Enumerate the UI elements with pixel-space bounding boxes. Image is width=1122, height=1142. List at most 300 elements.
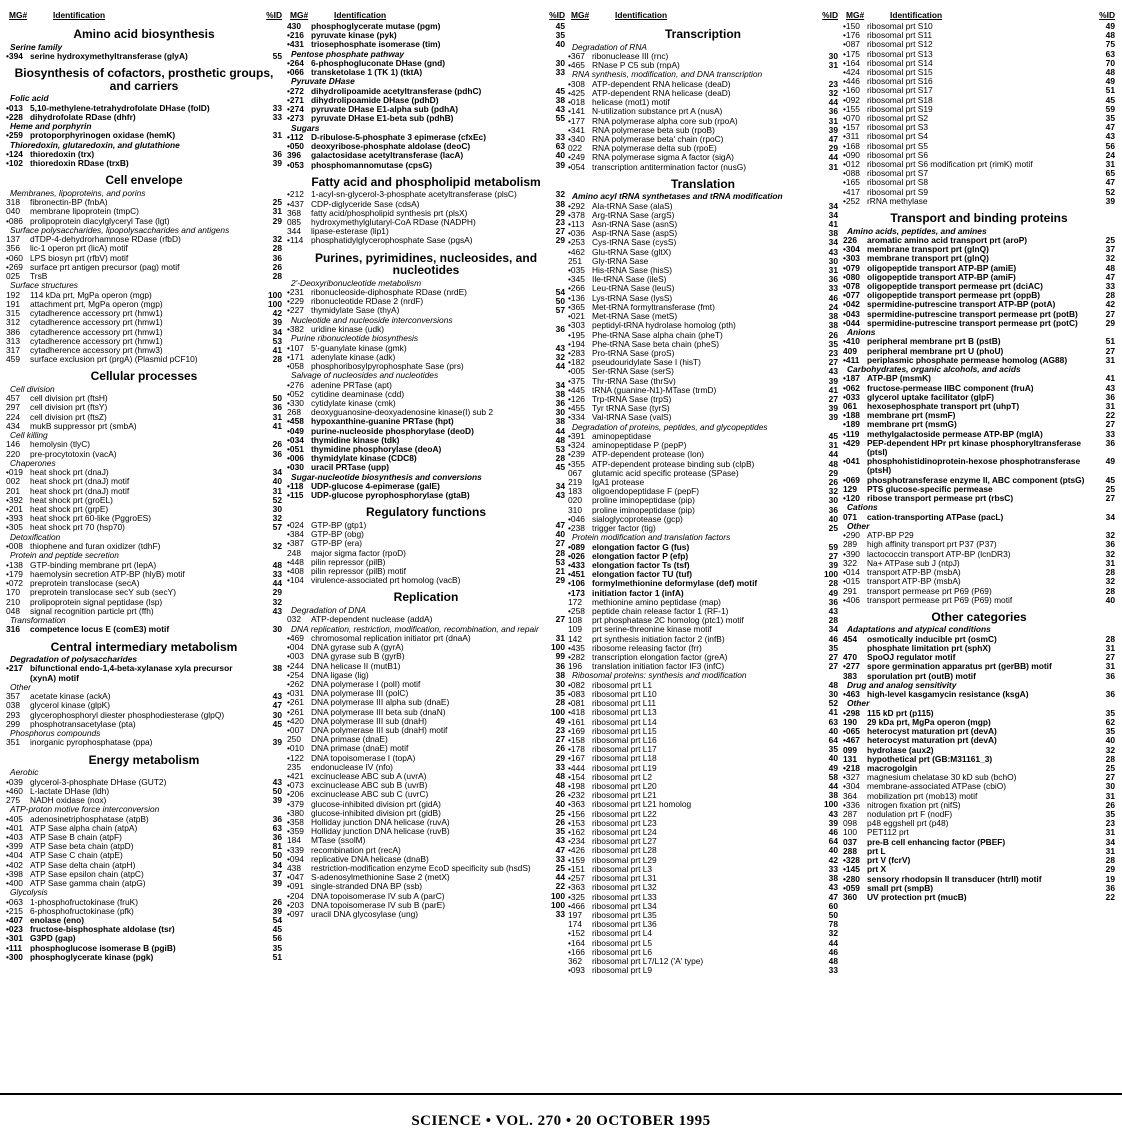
mg-number: •161 xyxy=(568,716,585,727)
gene-identification: Na+ ATPase sub J (ntpJ) xyxy=(867,557,960,568)
mg-number: 032 xyxy=(287,614,301,625)
mg-number: •079 xyxy=(843,262,860,273)
gene-identification: RNase P C5 sub (rnpA) xyxy=(592,60,680,71)
percent-identity: 56 xyxy=(1105,140,1115,151)
gene-identification: oligopeptide transport ATP-BP (amiF) xyxy=(867,271,1016,282)
gene-identification: ribosomal prt S12 xyxy=(867,39,933,50)
gene-identification: ribosomal prt L35 xyxy=(592,909,657,920)
percent-identity: 28 xyxy=(272,243,282,254)
gene-identification: sialoglycoprotease (gcp) xyxy=(592,513,683,524)
mg-number: •097 xyxy=(287,909,304,919)
percent-identity: 39 xyxy=(555,159,565,170)
percent-identity: 45 xyxy=(555,21,565,31)
gene-identification: phosphoglucose isomerase B (pgiB) xyxy=(30,942,176,953)
percent-identity: 29 xyxy=(555,752,565,763)
percent-identity: 25 xyxy=(555,807,565,818)
gene-identification: transcription elongation factor (greA) xyxy=(592,652,728,663)
percent-identity: 25 xyxy=(1105,763,1115,774)
mg-number: •387 xyxy=(287,538,304,549)
mg-number: •300 xyxy=(6,951,23,962)
mg-number: 131 xyxy=(843,753,857,764)
gene-identification: ribosomal prt L15 xyxy=(592,725,657,736)
gene-identification: RNA polymerase delta sub (rpoE) xyxy=(592,143,717,154)
mg-number: •355 xyxy=(568,458,585,469)
subsection-heading: Ribosomal proteins: synthesis and modification xyxy=(572,670,747,681)
mg-number: •367 xyxy=(568,50,585,61)
percent-identity: 53 xyxy=(555,556,565,567)
gene-identification: hexosephosphate transport prt (uhpT) xyxy=(867,401,1020,412)
percent-identity: 46 xyxy=(828,292,838,303)
gene-identification: IgA1 protease xyxy=(592,476,645,487)
percent-identity: 55 xyxy=(555,113,565,124)
mg-number: •431 xyxy=(287,39,304,50)
gene-identification: DNA polymerase III sub (dnaH) xyxy=(311,715,427,726)
gene-identification: thymidine kinase (tdk) xyxy=(311,434,400,445)
percent-identity: 44 xyxy=(828,781,838,792)
gene-identification: heterocyst maturation prt (devA) xyxy=(867,726,997,737)
percent-identity: 35 xyxy=(1105,113,1115,124)
mg-number: 100 xyxy=(843,827,857,838)
gene-identification: spermidine-putrescine transport permease prt (potB) xyxy=(867,308,1078,319)
gene-identification: enolase (eno) xyxy=(30,915,84,926)
mg-number: •049 xyxy=(287,425,304,436)
mg-number: •359 xyxy=(287,826,304,837)
gene-identification: SpoOJ regulator motif xyxy=(867,652,956,663)
gene-identification: sensory rhodopsin II transducer (htrII) motif xyxy=(867,873,1042,884)
percent-identity: 59 xyxy=(1105,103,1115,114)
gene-identification: ATP Sase C chain (atpE) xyxy=(30,850,123,861)
percent-identity: 32 xyxy=(272,513,282,524)
mg-number: 037 xyxy=(843,836,857,847)
section-heading: Regulatory functions xyxy=(365,505,486,520)
gene-identification: spermidine-putrescine transport permease prt (potC) xyxy=(867,317,1078,328)
percent-identity: 48 xyxy=(1105,262,1115,273)
gene-identification: 6-phosphogluconate DHase (gnd) xyxy=(311,58,445,69)
mg-number: •138 xyxy=(6,559,23,570)
gene-identification: elongation factor TU (tuf) xyxy=(592,569,693,580)
gene-identification: PET112 prt xyxy=(867,827,909,838)
percent-identity: 45 xyxy=(828,430,838,441)
mg-number: •089 xyxy=(568,541,585,552)
subsection-heading: Surface polysaccharides, lipopolysaccharides and antigens xyxy=(10,224,230,235)
mg-number: 061 xyxy=(843,401,857,412)
percent-identity: 33 xyxy=(555,761,565,772)
mg-number: •234 xyxy=(568,836,585,847)
mg-number: 197 xyxy=(568,909,582,920)
percent-identity: 50 xyxy=(272,850,282,861)
gene-identification: phosphohistidinoprotein-hexose phosphotransferase (ptsH) xyxy=(867,456,1081,476)
mg-number: •114 xyxy=(287,235,304,246)
gene-identification: cell division prt (ftsH) xyxy=(30,393,108,404)
gene-identification: ribosomal prt L7/L12 ('A' type) xyxy=(592,955,704,966)
gene-identification: ribosomal prt S4 xyxy=(867,131,928,142)
gene-identification: recombination prt (recA) xyxy=(311,844,401,855)
mg-number: •166 xyxy=(568,946,585,957)
percent-identity: 100 xyxy=(551,642,565,653)
subsection-heading: Pyruvate DHase xyxy=(291,76,355,87)
gene-identification: dihydrofolate RDase (dhfr) xyxy=(30,111,136,122)
gene-identification: restriction-modification enzyme EcoD specificity sub (hsdS) xyxy=(311,862,531,873)
percent-identity: 55 xyxy=(272,50,282,61)
percent-identity: 48 xyxy=(1105,30,1115,41)
gene-identification: ATP-dependent protease (lon) xyxy=(592,449,705,460)
percent-identity: 31 xyxy=(828,60,838,71)
percent-identity: 27 xyxy=(828,661,838,672)
gene-identification: L-lactate DHase (ldh) xyxy=(30,785,110,796)
mg-number: •266 xyxy=(568,283,585,294)
gene-identification: cytadherence accessory prt (hmw1) xyxy=(30,326,163,337)
header-mg: MG# xyxy=(846,10,865,20)
gene-identification: uracil PRTase (upp) xyxy=(311,462,390,473)
subsection-heading: Anions xyxy=(847,327,876,337)
mg-number: •379 xyxy=(287,798,304,809)
gene-identification: methionine amino peptidase (map) xyxy=(592,596,721,607)
mg-number: •272 xyxy=(287,85,304,96)
table-row xyxy=(287,576,565,585)
percent-identity: 35 xyxy=(555,688,565,699)
percent-identity: 19 xyxy=(1105,873,1115,884)
mg-number: 430 xyxy=(287,21,301,31)
mg-number: •303 xyxy=(843,253,860,264)
mg-number: •290 xyxy=(843,530,860,541)
percent-identity: 25 xyxy=(272,197,282,208)
percent-identity: 24 xyxy=(828,301,838,312)
mg-number: •104 xyxy=(287,575,304,586)
gene-identification: elongation factor Ts (tsf) xyxy=(592,559,690,570)
percent-identity: 50 xyxy=(555,296,565,307)
mg-number: •325 xyxy=(568,891,585,902)
percent-identity: 36 xyxy=(1105,882,1115,893)
gene-identification: Ile-tRNA Sase (ileS) xyxy=(592,274,667,285)
gene-identification: ribosomal prt L4 xyxy=(592,928,653,939)
percent-identity: 21 xyxy=(555,565,565,576)
mg-number: •173 xyxy=(568,587,585,598)
subsection-heading: RNA synthesis, modification, and DNA transcription xyxy=(572,69,763,80)
percent-identity: 43 xyxy=(555,104,565,115)
gene-identification: 1-acyl-sn-glycerol-3-phosphate acetyltransferase (plsC) xyxy=(311,189,517,200)
percent-identity: 31 xyxy=(1105,354,1115,365)
gene-identification: cytidylate kinase (cmk) xyxy=(311,398,396,409)
subsection-heading: Carbohydrates, organic alcohols, and acids xyxy=(847,364,1021,375)
percent-identity: 33 xyxy=(272,102,282,113)
mg-number: •145 xyxy=(843,864,860,875)
mg-number: •273 xyxy=(287,113,304,124)
gene-identification: ribosomal prt S2 xyxy=(867,113,928,124)
percent-identity: 44 xyxy=(828,937,838,948)
table-column-1 xyxy=(6,10,282,962)
percent-identity: 37 xyxy=(272,868,282,879)
mg-number: •118 xyxy=(287,481,304,492)
mg-number: •058 xyxy=(287,361,304,372)
percent-identity: 46 xyxy=(828,827,838,838)
percent-identity: 31 xyxy=(1105,401,1115,412)
gene-identification: NADH oxidase (nox) xyxy=(30,794,107,805)
percent-identity: 26 xyxy=(272,261,282,272)
mg-number: 351 xyxy=(6,737,20,748)
mg-number: •153 xyxy=(568,817,585,828)
gene-identification: ribosomal prt L21 xyxy=(592,790,657,801)
mg-number: •341 xyxy=(568,124,585,135)
subsection-heading: Surface structures xyxy=(10,280,78,291)
gene-identification: Holliday junction DNA helicase (ruvB) xyxy=(311,826,450,837)
gene-identification: haemolysin secretion ATP-BP (hlyB) motif xyxy=(30,568,185,579)
gene-identification: preprotein translocase (secA) xyxy=(30,578,140,589)
mg-number: •182 xyxy=(568,357,585,368)
percent-identity: 30 xyxy=(828,689,838,700)
gene-identification: glucose-inhibited division prt (gidB) xyxy=(311,807,441,818)
gene-identification: ribosomal prt L17 xyxy=(592,744,657,755)
percent-identity: 50 xyxy=(272,393,282,404)
percent-identity: 39 xyxy=(828,559,838,570)
mg-number: •212 xyxy=(287,189,304,200)
percent-identity: 62 xyxy=(1105,717,1115,728)
mg-number: •215 xyxy=(6,905,23,916)
percent-identity: 31 xyxy=(1105,557,1115,568)
gene-identification: signal recognition particle prt (ffh) xyxy=(30,605,154,616)
gene-identification: oligopeptide transport ATP-BP (amiE) xyxy=(867,262,1017,273)
mg-number: •112 xyxy=(287,132,304,143)
gene-identification: high-level kasgamycin resistance (ksgA) xyxy=(867,689,1029,700)
mg-number: 235 xyxy=(287,761,301,772)
percent-identity: 23 xyxy=(555,724,565,735)
table-column-4 xyxy=(843,10,1115,902)
percent-identity: 35 xyxy=(828,338,838,349)
percent-identity: 32 xyxy=(1105,530,1115,541)
percent-identity: 30 xyxy=(828,495,838,506)
gene-identification: PTS glucose-specific permease xyxy=(867,483,993,494)
percent-identity: 48 xyxy=(828,679,838,690)
percent-identity: 41 xyxy=(272,344,282,355)
mg-number: 299 xyxy=(6,718,20,729)
mg-number: •151 xyxy=(568,863,585,874)
gene-identification: fibronectin-BP (fnbA) xyxy=(30,197,108,208)
mg-number: 409 xyxy=(843,345,857,356)
gene-identification: cytadherence accessory prt (hmw3) xyxy=(30,344,163,355)
percent-identity: 45 xyxy=(1105,474,1115,485)
mg-number: •418 xyxy=(568,707,585,718)
percent-identity: 31 xyxy=(272,206,282,217)
percent-identity: 41 xyxy=(1105,373,1115,384)
percent-identity: 23 xyxy=(828,347,838,358)
mg-number: •203 xyxy=(287,899,304,910)
mg-number: •261 xyxy=(287,697,304,708)
percent-identity: 48 xyxy=(555,434,565,445)
mg-number: •411 xyxy=(843,354,860,365)
mg-number: 190 xyxy=(843,717,857,728)
mg-number: •010 xyxy=(287,743,304,754)
subsection-heading: Amino acyl tRNA synthetases and tRNA modification xyxy=(572,191,783,202)
gene-identification: 6-phosphofructokinase (pfk) xyxy=(30,905,134,916)
mg-number: •292 xyxy=(568,200,585,211)
percent-identity: 43 xyxy=(555,490,565,501)
mg-number: •122 xyxy=(287,752,304,763)
mg-number: •451 xyxy=(568,569,585,580)
gene-identification: thiophene and furan oxidizer (tdhF) xyxy=(30,541,161,552)
gene-identification: ribosomal prt L33 xyxy=(592,891,657,902)
header-identification: Identification xyxy=(334,10,387,20)
mg-number: •334 xyxy=(568,412,585,423)
gene-identification: ribosomal prt L31 xyxy=(592,873,657,884)
mg-number: •232 xyxy=(568,790,585,801)
mg-number: •175 xyxy=(843,48,860,59)
percent-identity: 54 xyxy=(555,286,565,297)
gene-identification: 5,10-methylene-tetrahydrofolate DHase (folD) xyxy=(30,102,210,113)
percent-identity: 30 xyxy=(555,678,565,689)
gene-identification: adenosinetriphosphatase (atpB) xyxy=(30,813,149,824)
gene-identification: Trp-tRNA Sase (trpS) xyxy=(592,393,672,404)
percent-identity: 51 xyxy=(1105,85,1115,96)
mg-number: •402 xyxy=(6,859,23,870)
percent-identity: 46 xyxy=(828,946,838,957)
mg-number: •033 xyxy=(843,391,860,402)
mg-number: •013 xyxy=(6,102,23,113)
gene-identification: Arg-tRNA Sase (argS) xyxy=(592,209,675,220)
gene-identification: Tyr tRNA Sase (tyrS) xyxy=(592,403,670,414)
percent-identity: 43 xyxy=(272,605,282,616)
mg-number: •417 xyxy=(843,186,860,197)
table-row xyxy=(287,236,565,245)
percent-identity: 50 xyxy=(272,785,282,796)
mg-number: •050 xyxy=(287,141,304,152)
gene-identification: cytadherence accessory prt (hmw1) xyxy=(30,335,163,346)
gene-identification: osmotically inducible prt (osmC) xyxy=(867,633,997,644)
mg-number: •305 xyxy=(6,522,23,533)
mg-number: •034 xyxy=(287,434,304,445)
gene-identification: ribosomal prt L24 xyxy=(592,827,657,838)
gene-identification: phosphoglycerate kinase (pgk) xyxy=(30,951,154,962)
gene-identification: ATP Sase epsilon chain (atpC) xyxy=(30,868,144,879)
gene-identification: mukB suppressor prt (smbA) xyxy=(30,420,137,431)
gene-identification: ribosomal prt S19 xyxy=(867,103,933,114)
percent-identity: 40 xyxy=(555,798,565,809)
percent-identity: 49 xyxy=(555,715,565,726)
mg-number: 251 xyxy=(568,255,582,266)
percent-identity: 38 xyxy=(828,790,838,801)
percent-identity: 45 xyxy=(1105,94,1115,105)
gene-identification: ribose transport permease prt (rbsC) xyxy=(867,493,1014,504)
subsection-heading: Salvage of nucleosides and nucleotides xyxy=(291,370,439,381)
mg-number: •435 xyxy=(568,642,585,653)
percent-identity: 44 xyxy=(828,449,838,460)
gene-identification: dihydrolipoamide DHase (pdhD) xyxy=(311,95,439,106)
gene-identification: deoxyribose-phosphate aldolase (deoC) xyxy=(311,141,471,152)
gene-identification: prolipoprotein diacylglyceryl Tase (lgt) xyxy=(30,215,170,226)
percent-identity: 32 xyxy=(828,928,838,939)
mg-number: 470 xyxy=(843,652,857,663)
percent-identity: 49 xyxy=(828,587,838,598)
mg-number: 312 xyxy=(6,317,20,328)
gene-identification: cytidine deaminase (cdd) xyxy=(311,388,405,399)
percent-identity: 38 xyxy=(828,228,838,239)
percent-identity: 38 xyxy=(555,388,565,399)
subsection-heading: Degradation of RNA xyxy=(572,41,647,52)
percent-identity: 58 xyxy=(828,771,838,782)
percent-identity: 30 xyxy=(555,407,565,418)
percent-identity: 26 xyxy=(272,439,282,450)
gene-identification: ribosomal prt S14 xyxy=(867,57,933,68)
mg-number: •339 xyxy=(287,844,304,855)
percent-identity: 60 xyxy=(828,900,838,911)
table-row xyxy=(6,953,282,962)
table-row xyxy=(6,625,282,634)
section-heading: Cell envelope xyxy=(105,173,183,188)
mg-number: •176 xyxy=(843,30,860,41)
percent-identity: 64 xyxy=(828,836,838,847)
gene-identification: Lys-tRNA Sase (lysS) xyxy=(592,292,673,303)
mg-number: •006 xyxy=(287,453,304,464)
table-row xyxy=(6,52,282,61)
gene-identification: ATP-dependent RNA helicase (deaD) xyxy=(592,87,731,98)
percent-identity: 39 xyxy=(828,375,838,386)
mg-number: •466 xyxy=(568,900,585,911)
percent-identity: 33 xyxy=(555,909,565,919)
mg-number: •081 xyxy=(568,698,585,709)
percent-identity: 63 xyxy=(828,716,838,727)
header-mg: MG# xyxy=(9,10,28,20)
gene-identification: hypoxanthine-guanine PRTase (hpt) xyxy=(311,416,454,427)
gene-identification: initiation factor 1 (infA) xyxy=(592,587,684,598)
gene-identification: dTDP-4-dehydrorhamnose RDase (rfbD) xyxy=(30,234,181,245)
mg-number: 310 xyxy=(568,504,582,515)
mg-number: •072 xyxy=(6,578,23,589)
percent-identity: 28 xyxy=(555,697,565,708)
gene-identification: RNA polymerase beta sub (rpoB) xyxy=(592,124,715,135)
gene-identification: His-tRNA Sase (hisS) xyxy=(592,265,673,276)
subsection-heading: Cations xyxy=(847,502,878,513)
gene-identification: phosphoglycerate mutase (pgm) xyxy=(311,21,441,31)
percent-identity: 29 xyxy=(828,467,838,478)
percent-identity: 70 xyxy=(1105,57,1115,68)
column-header xyxy=(6,10,282,22)
mg-number: •164 xyxy=(843,57,860,68)
subsection-heading: 2'-Deoxyribonucleotide metabolism xyxy=(291,277,422,288)
percent-identity: 51 xyxy=(272,951,282,962)
percent-identity: 35 xyxy=(555,30,565,41)
mg-number: •059 xyxy=(843,882,860,893)
percent-identity: 36 xyxy=(828,596,838,607)
mg-number: •018 xyxy=(568,97,585,108)
mg-number: •102 xyxy=(6,158,23,169)
mg-number: •328 xyxy=(843,855,860,866)
mg-number: 038 xyxy=(6,700,20,711)
percent-identity: 27 xyxy=(1105,493,1115,504)
gene-identification: ATP Sase gamma chain (atpG) xyxy=(30,878,146,888)
mg-number: •429 xyxy=(843,437,860,448)
gene-identification: MTase (ssolM) xyxy=(311,835,366,846)
gene-identification: Pro-tRNA Sase (proS) xyxy=(592,347,675,358)
percent-identity: 42 xyxy=(272,308,282,319)
percent-identity: 31 xyxy=(1105,790,1115,801)
percent-identity: 65 xyxy=(1105,168,1115,179)
mg-number: •282 xyxy=(568,652,585,663)
mg-number: 109 xyxy=(568,624,582,635)
mg-number: •178 xyxy=(568,744,585,755)
percent-identity: 34 xyxy=(272,859,282,870)
mg-number: •424 xyxy=(843,67,860,78)
percent-identity: 23 xyxy=(828,78,838,89)
table-column-3 xyxy=(568,10,838,975)
percent-identity: 39 xyxy=(272,158,282,169)
gene-identification: 5'-guanylate kinase (gmk) xyxy=(311,342,407,353)
percent-identity: 43 xyxy=(828,366,838,377)
mg-number: •277 xyxy=(843,661,860,672)
percent-identity: 75 xyxy=(1105,39,1115,50)
percent-identity: 28 xyxy=(1105,855,1115,866)
gene-identification: pilin repressor (pilB) xyxy=(311,556,386,567)
gene-identification: lic-1 operon prt (licA) motif xyxy=(30,243,128,254)
mg-number: 396 xyxy=(287,150,301,161)
gene-identification: ribosomal prt S18 xyxy=(867,94,933,105)
